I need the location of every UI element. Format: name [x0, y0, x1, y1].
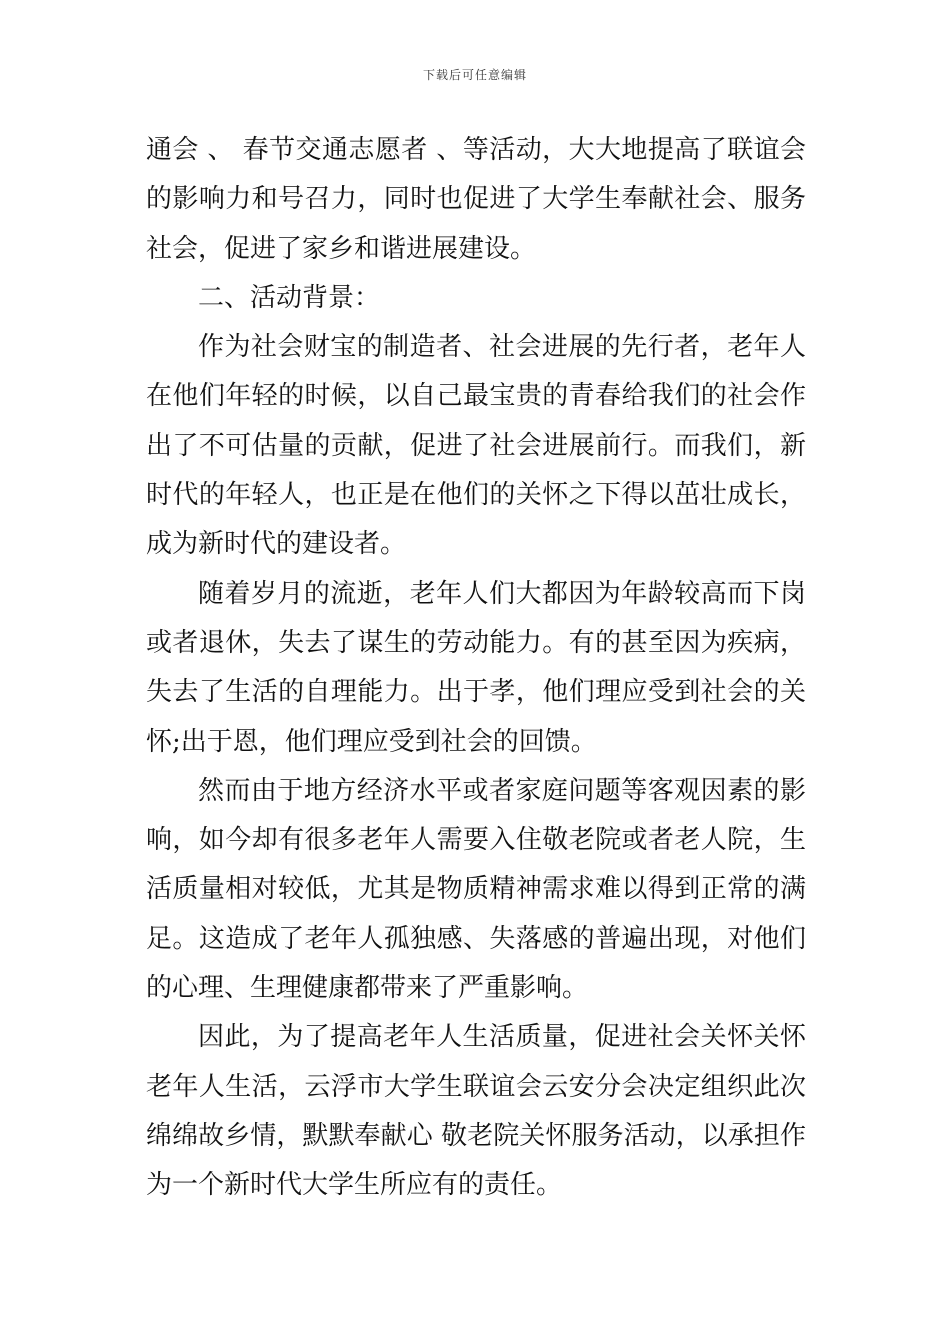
paragraph: 因此，为了提高老年人生活质量，促进社会关怀关怀老年人生活，云浮市大学生联谊会云安分会决定组织此次绵绵故乡情，默默奉献心 敬老院关怀服务活动，以承担作为一个新时代大学生所应有的责任。 — [146, 1022, 806, 1201]
paragraph-continued: 通会 、 春节交通志愿者 、等活动，大大地提高了联谊会的影响力和号召力，同时也促进了大学生奉献社会、服务社会，促进了家乡和谐进展建设。 — [146, 135, 806, 264]
paragraph: 然而由于地方经济水平或者家庭问题等客观因素的影响，如今却有很多老年人需要入住敬老院或者老人院，生活质量相对较低，尤其是物质精神需求难以得到正常的满足。这造成了老年人孤独感、失落感的普遍出现，对他们的心理、生理健康都带来了严重影响。 — [146, 775, 806, 1004]
paragraph: 作为社会财宝的制造者、社会进展的先行者，老年人在他们年轻的时候，以自己最宝贵的青春给我们的社会作出了不可估量的贡献，促进了社会进展前行。而我们，新时代的年轻人，也正是在他们的关怀之下得以茁壮成长，成为新时代的建设者。 — [146, 332, 806, 560]
document-body — [146, 126, 806, 1211]
paragraph: 随着岁月的流逝，老年人们大都因为年龄较高而下岗或者退休，失去了谋生的劳动能力。有的甚至因为疾病，失去了生活的自理能力。出于孝，他们理应受到社会的关怀;出于恩，他们理应受到社会的回馈。 — [146, 578, 806, 757]
header-note: 下载后可任意编辑 — [422, 68, 527, 82]
section-heading-background: 二、活动背景： — [198, 282, 381, 313]
